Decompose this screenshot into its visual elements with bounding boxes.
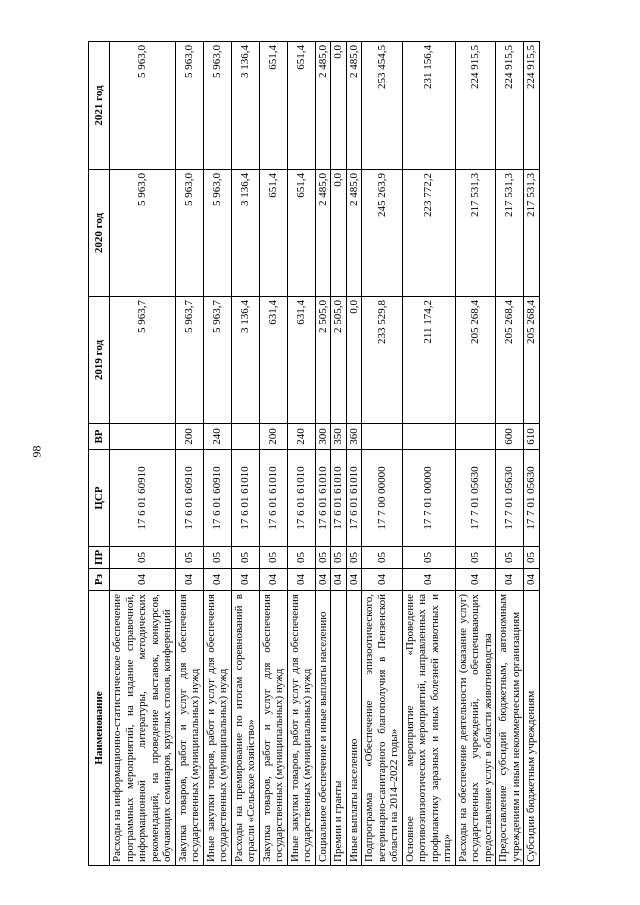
row-vr: 240 bbox=[287, 424, 315, 450]
row-csr: 17 6 01 61010 bbox=[331, 450, 347, 547]
row-name: Закупка товаров, работ и услуг для обеспечения государственных (муниципальных) нужд bbox=[259, 591, 287, 866]
row-pr: 05 bbox=[496, 547, 524, 569]
row-vr bbox=[455, 424, 496, 450]
row-2019: 205 268,4 bbox=[455, 297, 496, 424]
row-csr: 17 7 01 00000 bbox=[402, 450, 455, 547]
row-rz: 04 bbox=[496, 569, 524, 591]
table-row bbox=[259, 42, 287, 866]
row-name: Закупка товаров, работ и услуг для обеспечения государственных (муниципальных) нужд bbox=[175, 591, 203, 866]
row-2019: 211 174,2 bbox=[402, 297, 455, 424]
row-vr bbox=[402, 424, 455, 450]
row-name: Иные закупки товаров, работ и услуг для обеспечения государственных (муниципальных) нужд bbox=[287, 591, 315, 866]
table-row bbox=[524, 42, 540, 866]
row-csr: 17 6 01 61010 bbox=[315, 450, 331, 547]
row-csr: 17 6 01 61010 bbox=[346, 450, 362, 547]
row-rz: 04 bbox=[203, 569, 231, 591]
header-row bbox=[89, 42, 110, 866]
row-2019: 631,4 bbox=[259, 297, 287, 424]
row-2021: 2 485,0 bbox=[346, 42, 362, 170]
row-vr: 360 bbox=[346, 424, 362, 450]
row-name: Расходы на информационно-статистическое обеспечение программных мероприятий, на издание справочной, информационной литературы, методических рекомендаций, на проведение выставок, конкурсов, обучающих семинаров, круглых столов, конференций bbox=[110, 591, 176, 866]
row-name: Подпрограмма «Обеспечение эпизоотического, ветеринарно-санитарного благополучия в Пензенской области на 2014–2022 годы» bbox=[362, 591, 403, 866]
row-2021: 2 485,0 bbox=[315, 42, 331, 170]
row-csr: 17 7 01 05630 bbox=[496, 450, 524, 547]
row-2019: 205 268,4 bbox=[496, 297, 524, 424]
row-pr: 05 bbox=[331, 547, 347, 569]
row-vr: 610 bbox=[524, 424, 540, 450]
table-row bbox=[287, 42, 315, 866]
row-2021: 5 963,0 bbox=[175, 42, 203, 170]
row-2019: 2 505,0 bbox=[315, 297, 331, 424]
row-vr: 240 bbox=[203, 424, 231, 450]
row-pr: 05 bbox=[346, 547, 362, 569]
row-rz: 04 bbox=[259, 569, 287, 591]
table-row bbox=[402, 42, 455, 866]
row-pr: 05 bbox=[455, 547, 496, 569]
row-csr: 17 6 01 61010 bbox=[259, 450, 287, 547]
row-pr: 05 bbox=[402, 547, 455, 569]
table-row bbox=[331, 42, 347, 866]
row-vr: 200 bbox=[259, 424, 287, 450]
row-name: Расходы на обеспечение деятельности (оказание услуг) государственных учреждений, обеспечивающих предоставление услуг в области животноводства bbox=[455, 591, 496, 866]
header-vr: ВР bbox=[89, 424, 110, 450]
row-vr: 600 bbox=[496, 424, 524, 450]
row-rz: 04 bbox=[455, 569, 496, 591]
row-pr: 05 bbox=[524, 547, 540, 569]
row-2019: 3 136,4 bbox=[231, 297, 259, 424]
row-vr bbox=[362, 424, 403, 450]
table-row bbox=[362, 42, 403, 866]
row-2019: 631,4 bbox=[287, 297, 315, 424]
row-name: Иные закупки товаров, работ и услуг для обеспечения государственных (муниципальных) нужд bbox=[203, 591, 231, 866]
row-2019: 5 963,7 bbox=[203, 297, 231, 424]
row-2020: 2 485,0 bbox=[346, 170, 362, 297]
table-row bbox=[346, 42, 362, 866]
row-vr: 300 bbox=[315, 424, 331, 450]
row-pr: 05 bbox=[362, 547, 403, 569]
row-2020: 651,4 bbox=[259, 170, 287, 297]
row-2021: 231 156,4 bbox=[402, 42, 455, 170]
row-2020: 217 531,3 bbox=[496, 170, 524, 297]
row-2020: 5 963,0 bbox=[110, 170, 176, 297]
row-name: Субсидии бюджетным учреждениям bbox=[524, 591, 540, 866]
row-csr: 17 6 01 60910 bbox=[203, 450, 231, 547]
header-csr: ЦСР bbox=[89, 450, 110, 547]
row-2020: 217 531,3 bbox=[524, 170, 540, 297]
row-rz: 04 bbox=[231, 569, 259, 591]
table-row bbox=[203, 42, 231, 866]
row-csr: 17 6 01 61010 bbox=[231, 450, 259, 547]
row-csr: 17 6 01 61010 bbox=[287, 450, 315, 547]
table-row bbox=[315, 42, 331, 866]
row-pr: 05 bbox=[175, 547, 203, 569]
header-pr: ПР bbox=[89, 547, 110, 569]
row-vr bbox=[231, 424, 259, 450]
row-csr: 17 7 01 05630 bbox=[455, 450, 496, 547]
row-csr: 17 7 01 05630 bbox=[524, 450, 540, 547]
row-2021: 253 454,5 bbox=[362, 42, 403, 170]
row-2019: 2 505,0 bbox=[331, 297, 347, 424]
row-pr: 05 bbox=[287, 547, 315, 569]
row-pr: 05 bbox=[315, 547, 331, 569]
row-rz: 04 bbox=[287, 569, 315, 591]
row-rz: 04 bbox=[175, 569, 203, 591]
row-2020: 217 531,3 bbox=[455, 170, 496, 297]
row-name: Социальное обеспечение и иные выплаты населению bbox=[315, 591, 331, 866]
row-2020: 5 963,0 bbox=[203, 170, 231, 297]
row-rz: 04 bbox=[315, 569, 331, 591]
row-2021: 5 963,0 bbox=[110, 42, 176, 170]
row-pr: 05 bbox=[203, 547, 231, 569]
row-pr: 05 bbox=[259, 547, 287, 569]
row-rz: 04 bbox=[524, 569, 540, 591]
row-2020: 651,4 bbox=[287, 170, 315, 297]
table-row bbox=[231, 42, 259, 866]
row-rz: 04 bbox=[331, 569, 347, 591]
table-row bbox=[175, 42, 203, 866]
row-2020: 3 136,4 bbox=[231, 170, 259, 297]
row-csr: 17 6 01 60910 bbox=[110, 450, 176, 547]
row-2021: 3 136,4 bbox=[231, 42, 259, 170]
row-pr: 05 bbox=[231, 547, 259, 569]
header-2019: 2019 год bbox=[89, 297, 110, 424]
row-2019: 5 963,7 bbox=[175, 297, 203, 424]
row-2020: 245 263,9 bbox=[362, 170, 403, 297]
header-rz: Рз bbox=[89, 569, 110, 591]
row-2021: 651,4 bbox=[287, 42, 315, 170]
row-2021: 224 915,5 bbox=[524, 42, 540, 170]
row-pr: 05 bbox=[110, 547, 176, 569]
row-2020: 2 485,0 bbox=[315, 170, 331, 297]
row-rz: 04 bbox=[110, 569, 176, 591]
row-csr: 17 7 00 00000 bbox=[362, 450, 403, 547]
row-2019: 5 963,7 bbox=[110, 297, 176, 424]
header-2021: 2021 год bbox=[89, 42, 110, 170]
row-2019: 205 268,4 bbox=[524, 297, 540, 424]
row-2020: 5 963,0 bbox=[175, 170, 203, 297]
header-2020: 2020 год bbox=[89, 170, 110, 297]
row-vr bbox=[110, 424, 176, 450]
page-number: 98 bbox=[29, 445, 44, 458]
row-2021: 651,4 bbox=[259, 42, 287, 170]
row-name: Основное мероприятие «Проведение противоэпизоотических мероприятий, направленных на профилактику заразных и иных болезней животных и птиц» bbox=[402, 591, 455, 866]
table-row bbox=[496, 42, 524, 866]
row-name: Иные выплаты населению bbox=[346, 591, 362, 866]
budget-table bbox=[88, 41, 540, 866]
row-vr: 350 bbox=[331, 424, 347, 450]
table-row bbox=[455, 42, 496, 866]
row-csr: 17 6 01 60910 bbox=[175, 450, 203, 547]
row-name: Премии и гранты bbox=[331, 591, 347, 866]
row-2021: 5 963,0 bbox=[203, 42, 231, 170]
row-rz: 04 bbox=[346, 569, 362, 591]
row-2020: 223 772,2 bbox=[402, 170, 455, 297]
row-2020: 0,0 bbox=[331, 170, 347, 297]
table-row bbox=[110, 42, 176, 866]
row-vr: 200 bbox=[175, 424, 203, 450]
header-name: Наименование bbox=[89, 591, 110, 866]
row-2021: 224 915,5 bbox=[455, 42, 496, 170]
rotated-table-page bbox=[88, 42, 548, 866]
row-2019: 233 529,8 bbox=[362, 297, 403, 424]
row-name: Предоставление субсидий бюджетным, автономным учреждениям и иным некоммерческим организациям bbox=[496, 591, 524, 866]
row-2019: 0,0 bbox=[346, 297, 362, 424]
row-rz: 04 bbox=[362, 569, 403, 591]
row-2021: 224 915,5 bbox=[496, 42, 524, 170]
row-rz: 04 bbox=[402, 569, 455, 591]
row-name: Расходы на премирование по итогам соревнований в отрасли «Сельское хозяйство» bbox=[231, 591, 259, 866]
row-2021: 0,0 bbox=[331, 42, 347, 170]
